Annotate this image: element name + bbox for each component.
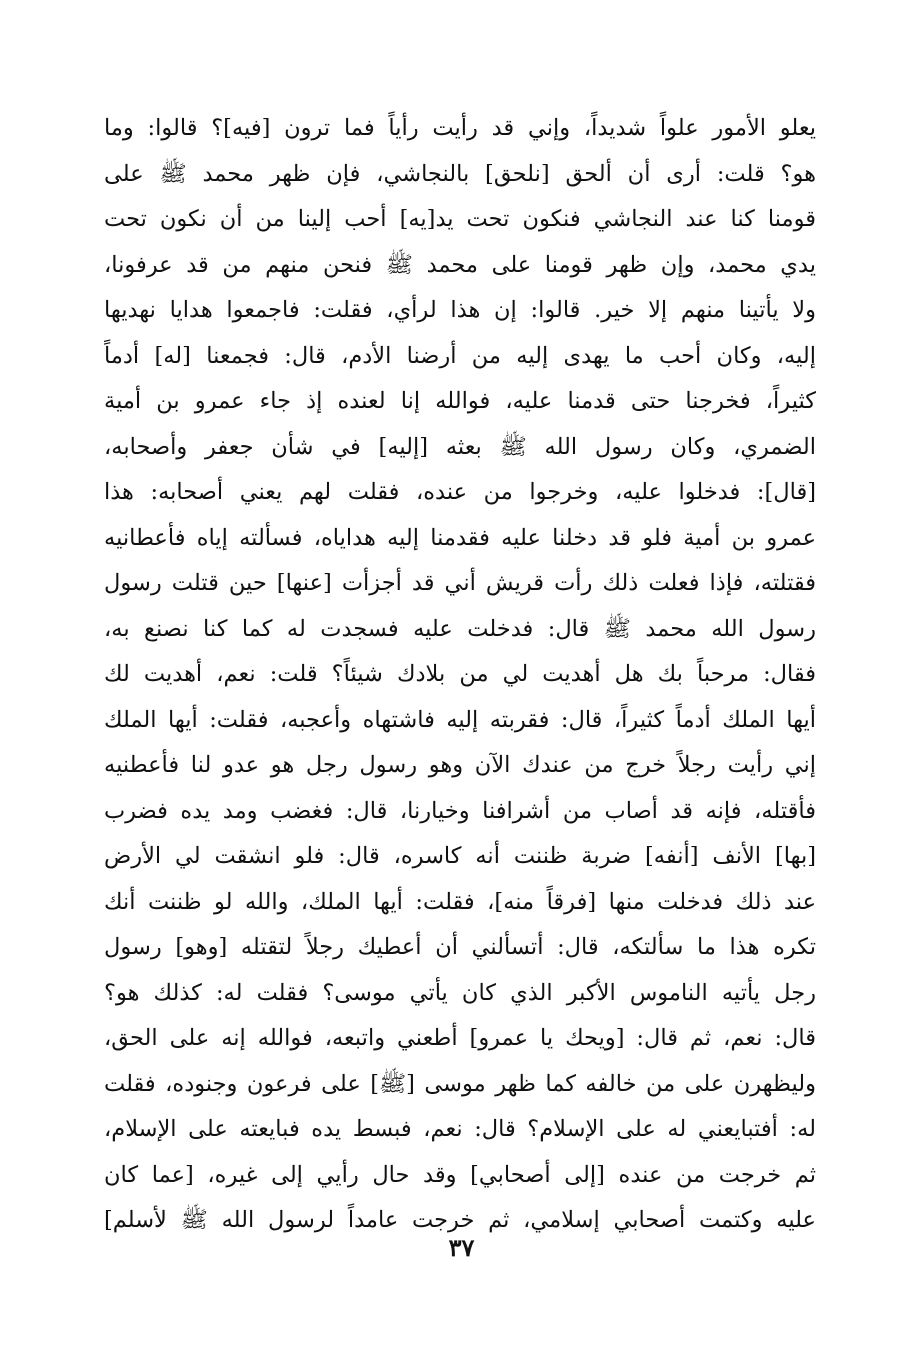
text-line: قال: نعم، ثم قال: [ويحك يا عمرو] أطعني واتبعه، فوالله إنه على الحق، xyxy=(104,1025,816,1051)
page-number: ٣٧ xyxy=(448,1233,475,1262)
text-line: رسول الله محمد ﷺ قال: فدخلت عليه فسجدت له كما كنا نصنع به، xyxy=(104,615,816,642)
text-line: فقال: مرحباً بك هل أهديت لي من بلادك شيئاً؟ قلت: نعم، أهديت لك xyxy=(104,661,816,687)
text-line: هو؟ قلت: أرى أن ألحق [نلحق] بالنجاشي، فإن ظهر محمد ﷺ على xyxy=(104,160,816,187)
text-line: وليظهرن على من خالفه كما ظهر موسى [ﷺ] على فرعون وجنوده، فقلت xyxy=(104,1070,816,1097)
text-line: فقتلته، فإذا فعلت ذلك رأت قريش أني قد أجزأت [عنها] حين قتلت رسول xyxy=(104,570,816,596)
text-line: [بها] الأنف [أنفه] ضربة ظننت أنه كاسره، قال: فلو انشقت لي الأرض xyxy=(104,843,816,869)
text-line: إليه، وكان أحب ما يهدى إليه من أرضنا الأدم، قال: فجمعنا [له] أدماً xyxy=(104,342,816,369)
text-line: عمرو بن أمية فلو قد دخلنا عليه فقدمنا إليه هداياه، فسألته إياه فأعطانيه xyxy=(104,524,816,551)
text-line: كثيراً، فخرجنا حتى قدمنا عليه، فوالله إنا لعنده إذ جاء عمرو بن أمية xyxy=(104,388,816,414)
text-line: يدي محمد، وإن ظهر قومنا على محمد ﷺ فنحن منهم من قد عرفونا، xyxy=(104,251,816,278)
text-line: ثم خرجت من عنده [إلى أصحابي] وقد حال رأيي إلى غيره، [عما كان xyxy=(104,1161,816,1188)
text-line: قومنا كنا عند النجاشي فنكون تحت يد[يه] أحب إلينا من أن نكون تحت xyxy=(104,206,816,232)
text-line: أيها الملك أدماً كثيراً، قال: فقربته إليه فاشتهاه وأعجبه، فقلت: أيها الملك xyxy=(104,706,816,733)
text-line: يعلو الأمور علواً شديداً، وإني قد رأيت رأياً فما ترون [فيه]؟ قالوا: وما xyxy=(104,115,816,141)
text-line: الضمري، وكان رسول الله ﷺ بعثه [إليه] في شأن جعفر وأصحابه، xyxy=(104,433,816,460)
text-line: تكره هذا ما سألتكه، قال: أتسألني أن أعطيك رجلاً لتقتله [وهو] رسول xyxy=(104,934,816,960)
text-line: عليه وكتمت أصحابي إسلامي، ثم خرجت عامداً لرسول الله ﷺ لأسلم] xyxy=(104,1207,816,1233)
body-text xyxy=(104,106,816,1244)
text-line: إني رأيت رجلاً خرج من عندك الآن وهو رسول رجل هو عدو لنا فأعطنيه xyxy=(104,752,816,778)
text-line: [قال]: فدخلوا عليه، وخرجوا من عنده، فقلت لهم يعني أصحابه: هذا xyxy=(104,479,816,505)
text-line: عند ذلك فدخلت منها [فرقاً منه]، فقلت: أيها الملك، والله لو ظننت أنك xyxy=(104,888,816,915)
text-line: ولا يأتينا منهم إلا خير. قالوا: إن هذا لرأي، فقلت: فاجمعوا هدايا نهديها xyxy=(104,297,816,323)
text-line: له: أفتبايعني له على الإسلام؟ قال: نعم، فبسط يده فبايعته على الإسلام، xyxy=(104,1116,816,1142)
text-line: رجل يأتيه الناموس الأكبر الذي كان يأتي موسى؟ فقلت له: كذلك هو؟ xyxy=(104,979,816,1006)
text-line: فأقتله، فإنه قد أصاب من أشرافنا وخيارنا، قال: فغضب ومد يده فضرب xyxy=(104,797,816,824)
